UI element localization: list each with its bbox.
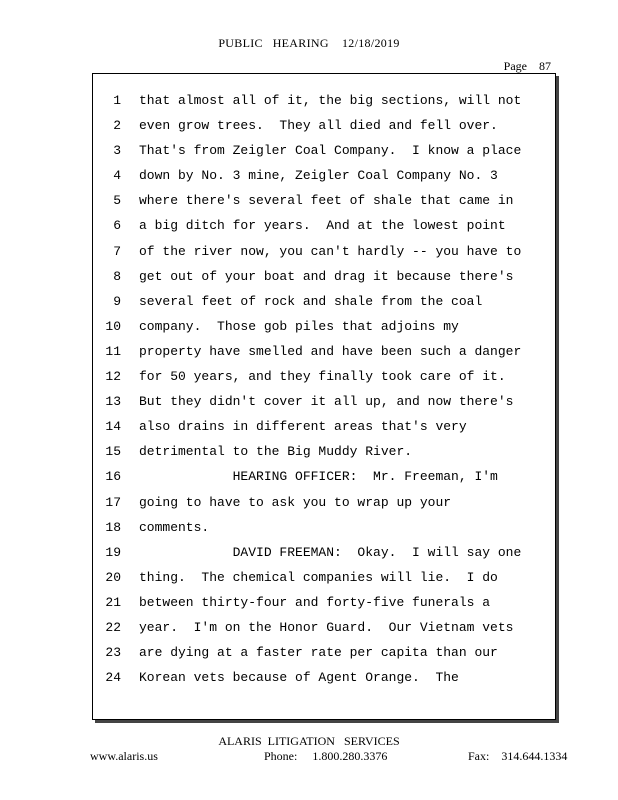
- line-number: 13: [105, 394, 121, 410]
- line-text: down by No. 3 mine, Zeigler Coal Company No. 3: [139, 168, 498, 184]
- line-number: 1: [113, 93, 121, 108]
- line-text: also drains in different areas that's very: [139, 419, 467, 435]
- transcript-line: [93, 439, 555, 464]
- line-number: 12: [105, 369, 121, 385]
- line-text: That's from Zeigler Coal Company. I know a place: [139, 143, 522, 159]
- transcript-line: [93, 188, 555, 213]
- line-text: DAVID FREEMAN: Okay. I will say one: [139, 544, 522, 560]
- transcript-line: [93, 565, 555, 590]
- line-text: going to have to ask you to wrap up your: [139, 494, 452, 510]
- transcript-line: [93, 289, 555, 314]
- line-number: 2: [113, 118, 121, 134]
- transcript-line: [93, 540, 555, 565]
- transcript-frame: [92, 73, 556, 720]
- transcript-line: [93, 515, 555, 540]
- line-number: 21: [105, 594, 121, 610]
- line-text: get out of your boat and drag it because there's: [139, 268, 514, 284]
- line-number: 14: [105, 419, 121, 435]
- line-number: 10: [105, 318, 121, 334]
- line-number: 23: [105, 645, 121, 661]
- footer-phone: Phone: 1.800.280.3376: [264, 749, 388, 763]
- line-number: 19: [105, 544, 121, 560]
- transcript-line: [93, 88, 555, 113]
- line-text: HEARING OFFICER: Mr. Freeman, I'm: [139, 469, 498, 485]
- line-text: where there's several feet of shale that came in: [139, 193, 514, 209]
- transcript-line: [93, 163, 555, 188]
- transcript-line: [93, 414, 555, 439]
- line-text: even grow trees. They all died and fell over.: [139, 118, 498, 134]
- transcript-line: [93, 138, 555, 163]
- transcript-line: [93, 490, 555, 515]
- transcript-line: [93, 213, 555, 238]
- line-text: of the river now, you can't hardly -- you have to: [139, 243, 522, 259]
- line-text: between thirty-four and forty-five funerals a: [139, 594, 491, 610]
- line-text: property have smelled and have been such a danger: [139, 343, 522, 359]
- transcript-line: [93, 264, 555, 289]
- line-number: 6: [113, 218, 121, 234]
- transcript-line: [93, 339, 555, 364]
- line-text: But they didn't cover it all up, and now there's: [139, 394, 514, 410]
- line-number: 17: [105, 494, 121, 510]
- line-number: 7: [113, 243, 121, 259]
- line-number: 9: [113, 293, 121, 309]
- line-number: 16: [105, 469, 121, 485]
- line-text: year. I'm on the Honor Guard. Our Vietnam vets: [139, 619, 514, 635]
- transcript-line: [93, 640, 555, 665]
- transcript-line: [93, 464, 555, 489]
- page-title: PUBLIC HEARING 12/18/2019: [218, 36, 400, 50]
- transcript-line: [93, 239, 555, 264]
- footer-company: ALARIS LITIGATION SERVICES: [218, 734, 400, 748]
- line-text: detrimental to the Big Muddy River.: [139, 444, 413, 460]
- line-number: 11: [105, 343, 121, 359]
- line-number: 3: [113, 143, 121, 159]
- line-number: 22: [105, 619, 121, 635]
- line-text: are dying at a faster rate per capita than our: [139, 645, 498, 661]
- line-number: 5: [113, 193, 121, 209]
- line-text: Korean vets because of Agent Orange. The: [139, 670, 459, 686]
- transcript-line: [93, 113, 555, 138]
- transcript-line: [93, 590, 555, 615]
- transcript-line: [93, 665, 555, 690]
- line-text: comments.: [139, 519, 210, 535]
- line-number: 15: [105, 444, 121, 460]
- line-number: 4: [113, 168, 121, 184]
- page-number: Page 87: [503, 59, 551, 73]
- line-number: 20: [105, 569, 121, 585]
- transcript-line: [93, 389, 555, 414]
- transcript-lines: [93, 88, 555, 690]
- transcript-line: [93, 314, 555, 339]
- footer-fax: Fax: 314.644.1334: [468, 749, 568, 763]
- line-text: company. Those gob piles that adjoins my: [139, 318, 459, 334]
- transcript-line: [93, 615, 555, 640]
- transcript-line: [93, 364, 555, 389]
- line-number: 18: [105, 519, 121, 535]
- line-number: 8: [113, 268, 121, 284]
- line-text: for 50 years, and they finally took care of it.: [139, 369, 506, 385]
- line-text: that almost all of it, the big sections, will not: [139, 93, 522, 108]
- line-text: several feet of rock and shale from the coal: [139, 293, 483, 309]
- footer-website: www.alaris.us: [90, 749, 158, 763]
- line-number: 24: [105, 670, 121, 686]
- line-text: a big ditch for years. And at the lowest point: [139, 218, 506, 234]
- line-text: thing. The chemical companies will lie. I do: [139, 569, 498, 585]
